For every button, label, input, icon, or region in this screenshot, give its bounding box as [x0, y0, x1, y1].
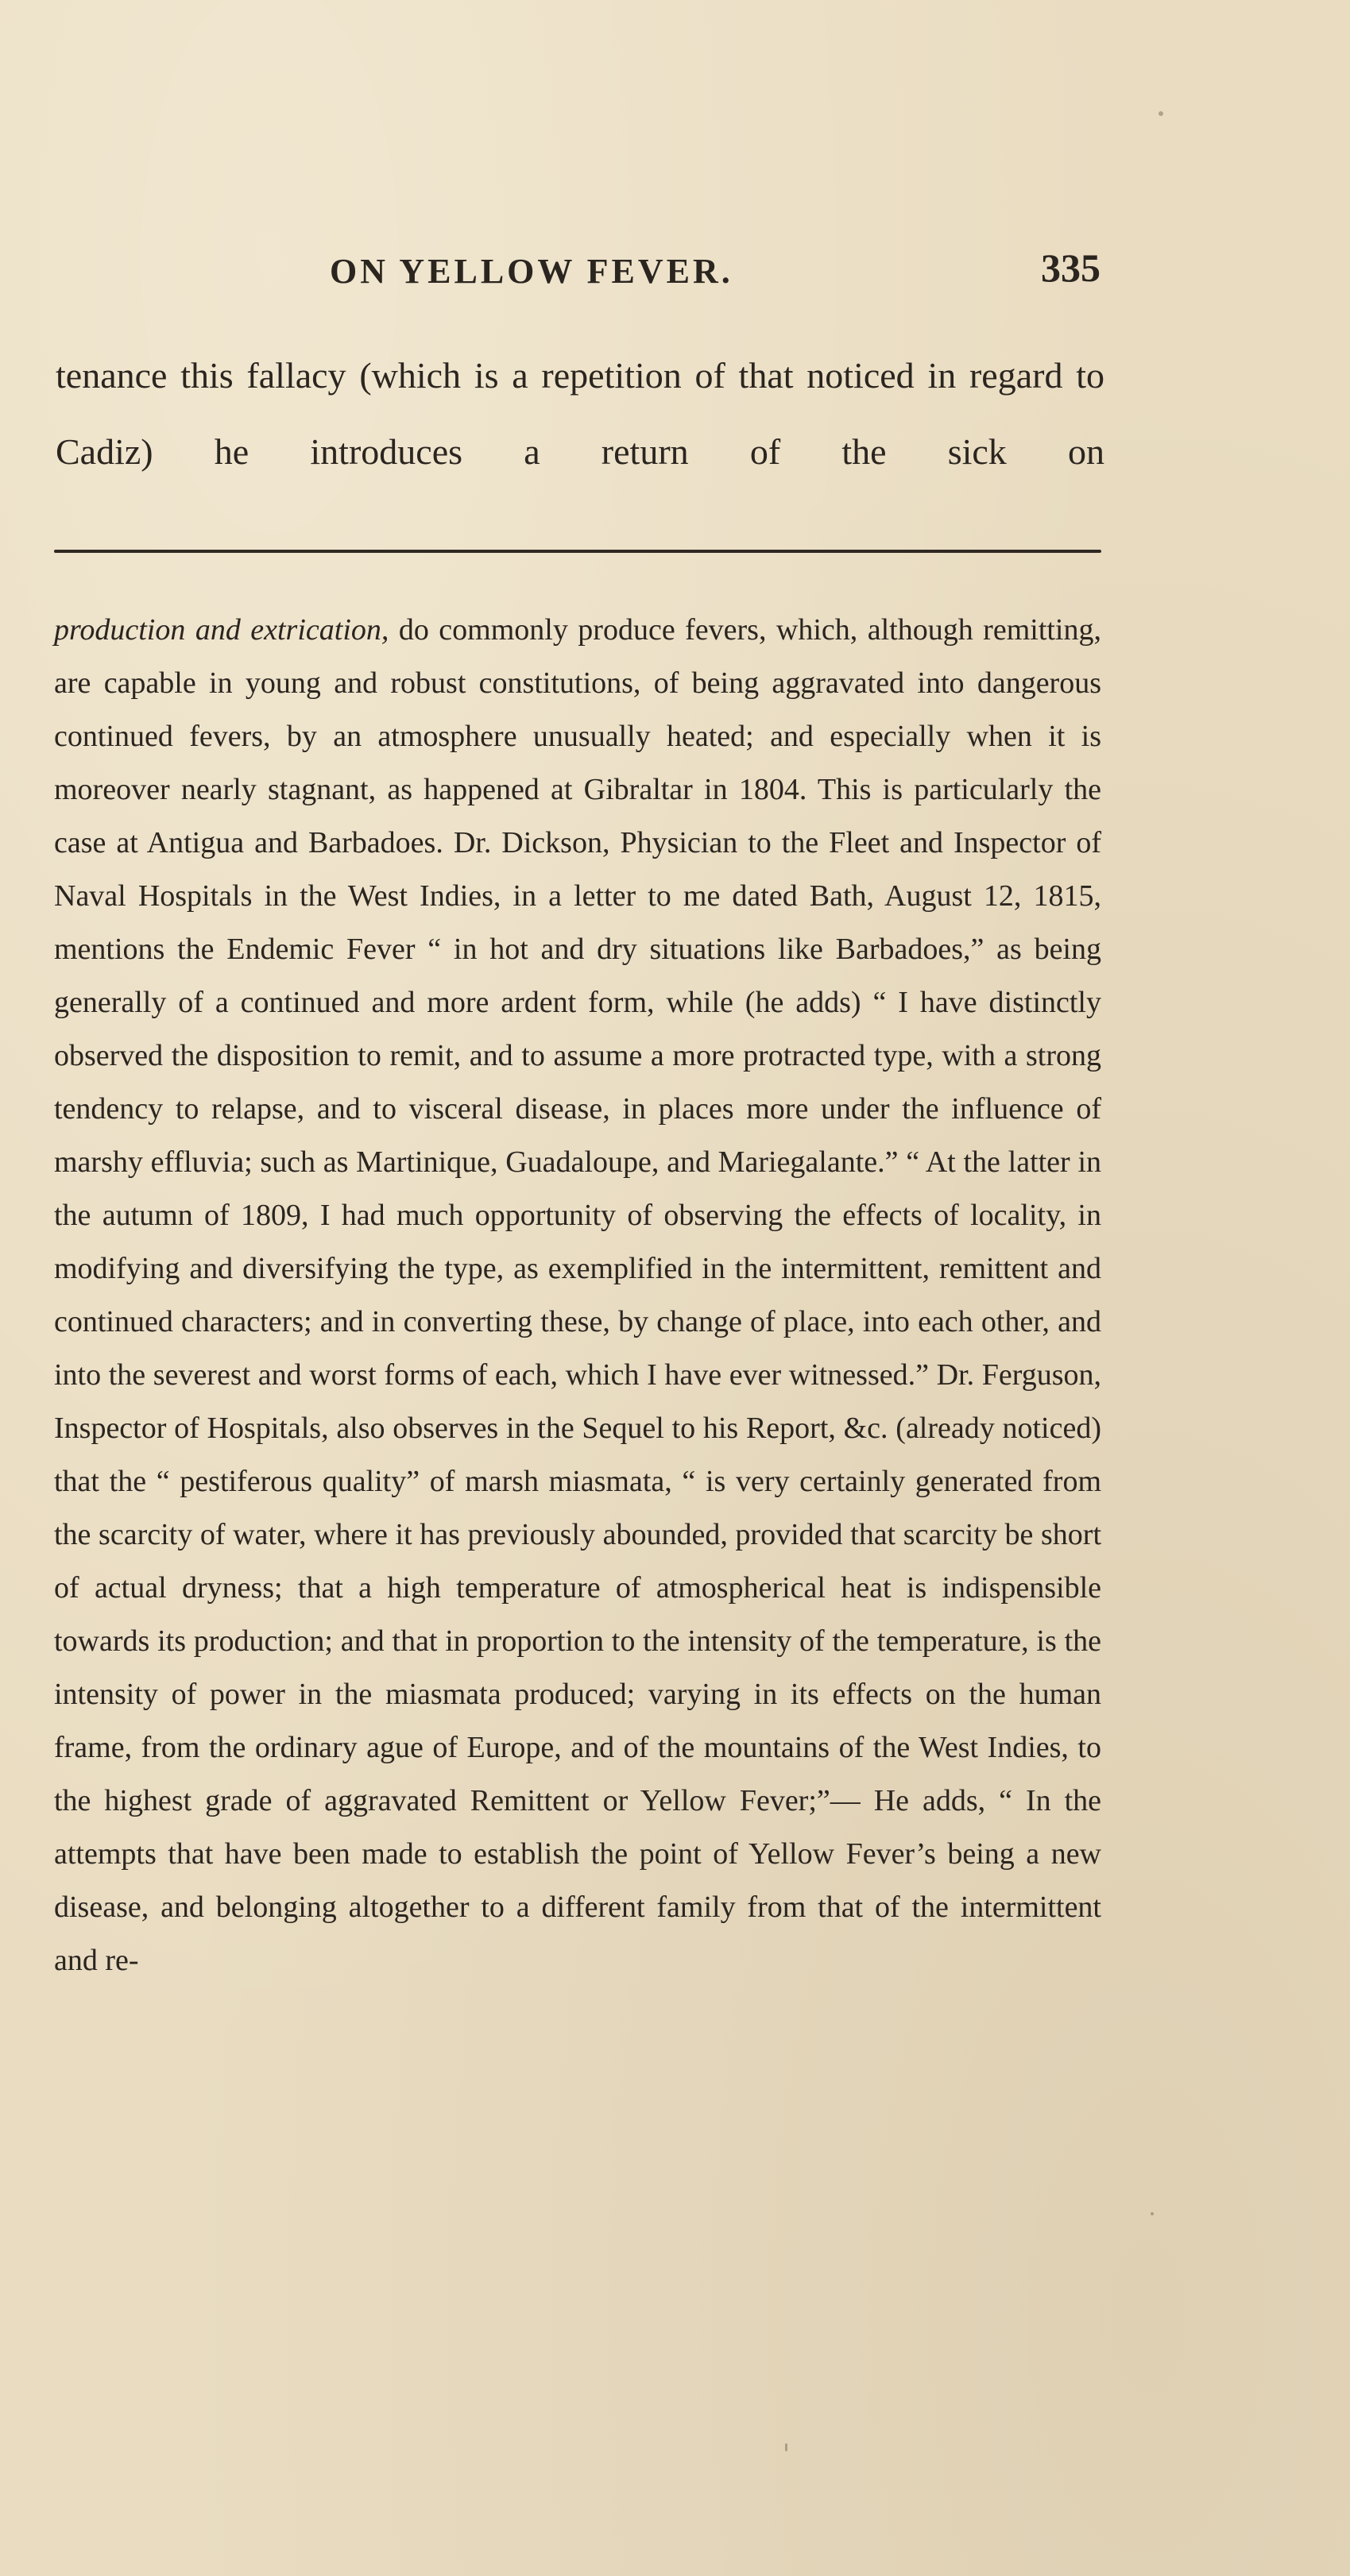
paper-speck — [1159, 111, 1163, 116]
running-head — [314, 245, 1101, 300]
paper-speck — [1151, 2212, 1154, 2215]
footnote-intro-emph: production and extrication, — [54, 613, 389, 647]
running-title: ON YELLOW FEVER. — [330, 252, 733, 291]
paper-speck — [785, 2443, 787, 2451]
footnote-paragraph — [54, 604, 1101, 1987]
main-paragraph: tenance this fallacy (which is a repetition of that noticed in regard to Cadiz) he introduces a return of the sick on — [56, 355, 1104, 472]
footnote — [54, 604, 1101, 1987]
main-text — [56, 338, 1104, 490]
footnote-rule — [54, 550, 1101, 553]
footnote-text: do commonly produce fevers, which, although remitting, are capable in young and robust constitutions, of being aggravated into dangerous continued fevers, by an atmosphere unusually heated; and especially when it is moreover nearly stagnant, as happened at Gibraltar in 1804. This is particularly the case at Antigua and Barbadoes. Dr. Dickson, Physician to the Fleet and Inspector of Naval Hospitals in the West Indies, in a letter to me dated Bath, August 12, 1815, mentions the Endemic Fever “ in hot and dry situations like Barbadoes,” as being generally of a continued and more ardent form, while (he adds) “ I have distinctly observed the disposition to remit, and to assume a more protracted type, with a strong tendency to relapse, and to visceral disease, in places more under the influence of marshy effluvia; such as Martinique, Guadaloupe, and Mariegalante.” “ At the latter in the autumn of 1809, I had much opportunity of observing the effects of locality, in modifying and diversifying the type, as exemplified in the intermittent, remittent and continued characters; and in converting these, by change of place, into each other, and into the severest and worst forms of each, which I have ever witnessed.” Dr. Ferguson, Inspector of Hospitals, also observes in the Sequel to his Report, &c. (already noticed) that the “ pestiferous quality” of marsh miasmata, “ is very certainly generated from the scarcity of water, where it has previously abounded, provided that scarcity be short of actual dryness; that a high temperature of atmospherical heat is indispensible towards its production; and that in proportion to the intensity of the temperature, is the intensity of power in the miasmata produced; varying in its effects on the human frame, from the ordinary ague of Europe, and of the mountains of the West Indies, to the highest grade of aggravated Remittent or Yellow Fever;”— He adds, “ In the attempts that have been made to establish the point of Yellow Fever’s being a new disease, and belonging altogether to a different family from that of the intermittent and re- — [54, 613, 1101, 1977]
page-number: 335 — [1041, 245, 1101, 290]
